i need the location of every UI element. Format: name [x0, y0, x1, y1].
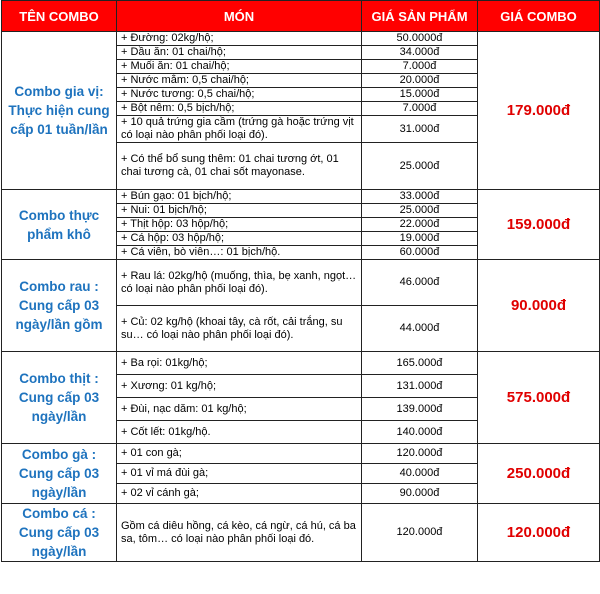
- item-price: 165.000đ: [362, 352, 478, 375]
- combo-price: 250.000đ: [478, 444, 600, 504]
- item-price: 140.000đ: [362, 421, 478, 444]
- table-row: [2, 190, 600, 204]
- item-label: + 02 vỉ cánh gà;: [117, 484, 362, 504]
- item-price: 131.000đ: [362, 375, 478, 398]
- combo-price: 159.000đ: [478, 190, 600, 260]
- item-price: 15.000đ: [362, 88, 478, 102]
- combo-name: Combo thịt : Cung cấp 03 ngày/lần: [2, 352, 117, 444]
- item-label: + Đùi, nạc dăm: 01 kg/hộ;: [117, 398, 362, 421]
- item-price: 90.000đ: [362, 484, 478, 504]
- item-label: + Ba rọi: 01kg/hộ;: [117, 352, 362, 375]
- combo-price: 90.000đ: [478, 260, 600, 352]
- item-price: 31.000đ: [362, 116, 478, 143]
- combo-price-table: [1, 0, 600, 562]
- item-price: 120.000đ: [362, 504, 478, 562]
- header-combo-name: TÊN COMBO: [2, 1, 117, 32]
- item-label: + Bột nêm: 0,5 bịch/hộ;: [117, 102, 362, 116]
- item-price: 50.0000đ: [362, 32, 478, 46]
- item-label: Gồm cá diêu hồng, cá kèo, cá ngừ, cá hú, cá ba sa, tôm… có loại nào phân phối loại đó.: [117, 504, 362, 562]
- item-label: + Thịt hộp: 03 hộp/hộ;: [117, 218, 362, 232]
- combo-name: Combo thực phẩm khô: [2, 190, 117, 260]
- item-price: 25.000đ: [362, 204, 478, 218]
- item-label: + 01 vỉ má đùi gà;: [117, 464, 362, 484]
- table-row: [2, 444, 600, 464]
- item-price: 120.000đ: [362, 444, 478, 464]
- item-label: + Củ: 02 kg/hộ (khoai tây, cà rốt, cải trắng, su su… có loại nào phân phối loại đó).: [117, 306, 362, 352]
- item-label: + Nước tương: 0,5 chai/hộ;: [117, 88, 362, 102]
- item-label: + Nui: 01 bịch/hộ;: [117, 204, 362, 218]
- item-price: 20.000đ: [362, 74, 478, 88]
- table-row: [2, 32, 600, 46]
- table-row: [2, 504, 600, 562]
- item-label: + Muối ăn: 01 chai/hộ;: [117, 60, 362, 74]
- header-row: [2, 1, 600, 32]
- item-price: 46.000đ: [362, 260, 478, 306]
- item-price: 33.000đ: [362, 190, 478, 204]
- item-price: 40.000đ: [362, 464, 478, 484]
- item-label: + Cá viên, bò viên…: 01 bịch/hộ.: [117, 246, 362, 260]
- table-row: [2, 352, 600, 375]
- combo-name: Combo cá : Cung cấp 03 ngày/lần: [2, 504, 117, 562]
- item-label: + Đường: 02kg/hộ;: [117, 32, 362, 46]
- item-label: + Xương: 01 kg/hộ;: [117, 375, 362, 398]
- header-combo-price: GIÁ COMBO: [478, 1, 600, 32]
- item-price: 44.000đ: [362, 306, 478, 352]
- item-price: 7.000đ: [362, 102, 478, 116]
- item-price: 60.000đ: [362, 246, 478, 260]
- item-label: + Rau lá: 02kg/hộ (muống, thìa, bẹ xanh, ngọt… có loại nào phân phối loại đó).: [117, 260, 362, 306]
- table-row: [2, 260, 600, 306]
- combo-name: Combo rau : Cung cấp 03 ngày/lần gồm: [2, 260, 117, 352]
- item-label: + Dầu ăn: 01 chai/hộ;: [117, 46, 362, 60]
- combo-name: Combo gia vị: Thực hiện cung cấp 01 tuần/lần: [2, 32, 117, 190]
- item-label: + 10 quả trứng gia cầm (trứng gà hoặc trứng vịt có loại nào phân phối loại đó).: [117, 116, 362, 143]
- item-price: 19.000đ: [362, 232, 478, 246]
- header-items: MÓN: [117, 1, 362, 32]
- item-label: + 01 con gà;: [117, 444, 362, 464]
- item-price: 7.000đ: [362, 60, 478, 74]
- combo-name: Combo gà : Cung cấp 03 ngày/lần: [2, 444, 117, 504]
- header-item-price: GIÁ SẢN PHẨM: [362, 1, 478, 32]
- item-label: + Cốt lết: 01kg/hộ.: [117, 421, 362, 444]
- item-price: 25.000đ: [362, 143, 478, 190]
- combo-price: 179.000đ: [478, 32, 600, 190]
- item-label: + Bún gạo: 01 bịch/hộ;: [117, 190, 362, 204]
- item-label: + Có thể bổ sung thêm: 01 chai tương ớt, 01 chai tương cà, 01 chai sốt mayonase.: [117, 143, 362, 190]
- combo-price: 575.000đ: [478, 352, 600, 444]
- item-price: 139.000đ: [362, 398, 478, 421]
- item-label: + Cá hộp: 03 hộp/hộ;: [117, 232, 362, 246]
- item-price: 22.000đ: [362, 218, 478, 232]
- combo-price: 120.000đ: [478, 504, 600, 562]
- item-price: 34.000đ: [362, 46, 478, 60]
- item-label: + Nước mắm: 0,5 chai/hộ;: [117, 74, 362, 88]
